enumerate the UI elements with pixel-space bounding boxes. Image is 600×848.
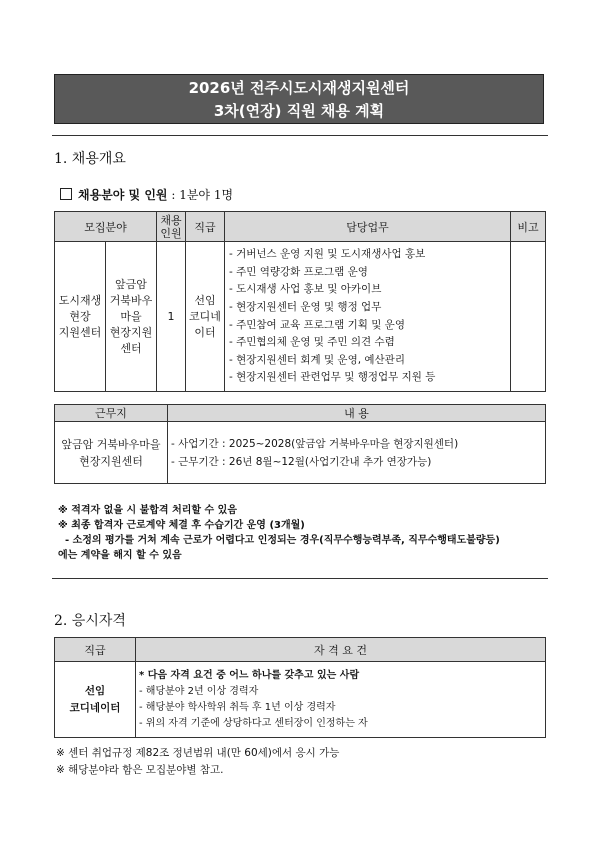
divider xyxy=(52,135,548,136)
field-cell: 도시재생 현장 지원센터 xyxy=(55,242,106,392)
duty-item: - 현장지원센터 회계 및 운영, 예산관리 xyxy=(229,353,405,366)
header-workplace: 근무지 xyxy=(55,405,168,422)
recruit-summary xyxy=(60,186,233,203)
title-line-2: 3차(연장) 직원 채용 계획 xyxy=(213,102,385,120)
note-line: 에는 계약을 해지 할 수 있음 xyxy=(58,550,182,561)
duty-item: - 주민 역량강화 프로그램 운영 xyxy=(229,265,368,278)
workplace-cell: 앞금암 거북바우마을 현장지원센터 xyxy=(55,422,168,484)
recruit-summary-value: : 1분야 1명 xyxy=(171,188,234,202)
duty-item: - 주민협의체 운영 및 주민 의견 수렴 xyxy=(229,336,395,349)
duty-item: - 도시재생 사업 홍보 및 아카이브 xyxy=(229,283,382,296)
workplace-table xyxy=(54,404,546,484)
requirements-cell xyxy=(136,662,546,738)
duty-item: - 현장지원센터 운영 및 행정 업무 xyxy=(229,300,382,313)
rank-cell: 선임 코디네 이터 xyxy=(186,242,225,392)
content-line: - 근무기간 : 26년 8월~12월(사업기간내 추가 연장가능) xyxy=(171,455,432,468)
footer-notes xyxy=(56,745,339,779)
section-1-heading: 1. 채용개요 xyxy=(54,151,126,167)
divider xyxy=(52,578,548,579)
qualification-table xyxy=(54,637,546,738)
note-line: ※ 적격자 없을 시 불합격 처리할 수 있음 xyxy=(58,505,237,516)
header-requirements: 자 격 요 건 xyxy=(136,638,546,662)
content-line: - 사업기간 : 2025~2028(앞금암 거북바우마을 현장지원센터) xyxy=(171,437,459,450)
checkbox-icon xyxy=(60,188,72,200)
notes-block xyxy=(58,503,500,563)
requirement-line: - 해당분야 2년 이상 경력자 xyxy=(139,685,259,697)
note-cell xyxy=(511,242,546,392)
duties-cell xyxy=(225,242,511,392)
section-2-heading: 2. 응시자격 xyxy=(54,613,126,629)
duty-item: - 거버넌스 운영 지원 및 도시재생사업 홍보 xyxy=(229,248,426,261)
header-note: 비고 xyxy=(511,212,546,242)
qual-rank-cell: 선임 코디네이터 xyxy=(55,662,136,738)
content-cell xyxy=(168,422,546,484)
header-field: 모집분야 xyxy=(55,212,157,242)
document-title-box xyxy=(54,74,544,124)
requirement-line: - 위의 자격 기준에 상당하다고 센터장이 인정하는 자 xyxy=(139,717,368,729)
count-cell: 1 xyxy=(157,242,186,392)
subfield-cell: 앞금암 거북바우 마을 현장지원 센터 xyxy=(106,242,157,392)
header-rank: 직급 xyxy=(55,638,136,662)
duty-item: - 현장지원센터 관련업무 및 행정업무 지원 등 xyxy=(229,371,436,384)
footer-line: ※ 해당분야라 함은 모집분야별 참고. xyxy=(56,764,224,776)
header-rank: 직급 xyxy=(186,212,225,242)
title-line-1: 2026년 전주시도시재생지원센터 xyxy=(188,79,410,97)
duty-item: - 주민참여 교육 프로그램 기획 및 운영 xyxy=(229,318,405,331)
header-count: 채용 인원 xyxy=(157,212,186,242)
note-line: - 소정의 평가를 거쳐 계속 근로가 어렵다고 인정되는 경우(직무수행능력부족, 직무수행태도불량등) xyxy=(58,535,500,546)
header-content: 내 용 xyxy=(168,405,546,422)
footer-line: ※ 센터 취업규정 제82조 정년범위 내(만 60세)에서 응시 가능 xyxy=(56,747,340,759)
header-duties: 담당업무 xyxy=(225,212,511,242)
requirement-title: * 다음 자격 요건 중 어느 하나를 갖추고 있는 사람 xyxy=(139,669,360,681)
recruit-summary-label: 채용분야 및 인원 xyxy=(78,188,168,202)
requirement-line: - 해당분야 학사학위 취득 후 1년 이상 경력자 xyxy=(139,701,336,713)
note-line: ※ 최종 합격자 근로계약 체결 후 수습기간 운영 (3개월) xyxy=(58,520,305,531)
recruitment-table xyxy=(54,211,546,392)
